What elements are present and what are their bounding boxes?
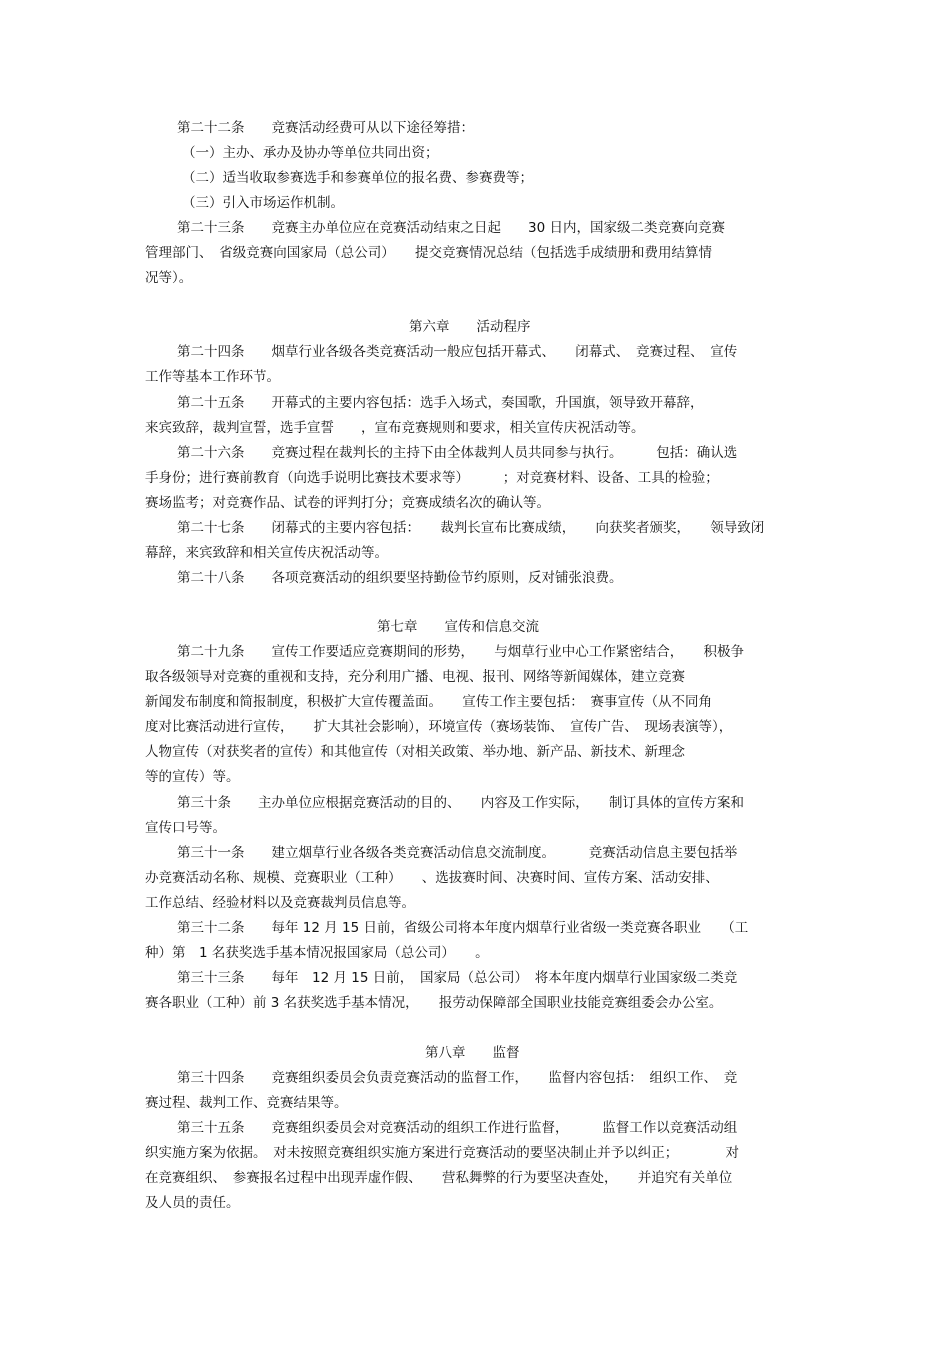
text-line: 第二十八条 各项竞赛活动的组织要坚持勤俭节约原则，反对铺张浪费。 [177,570,623,586]
text-line: 手身份；进行赛前教育（向选手说明比赛技术要求等） ；对竞赛材料、设备、工具的检验； [145,470,719,486]
text-line: 第二十七条 闭幕式的主要内容包括： 裁判长宣布比赛成绩， 向获奖者颁奖， 领导致闭 [177,520,765,536]
text-line: 第三十二条 每年 12 月 15 日前，省级公司将本年度内烟草行业省级一类竞赛各职业 （工 [177,920,749,936]
text-line: 等的宣传）等。 [145,769,240,785]
text-line: 管理部门、 省级竞赛向国家局（总公司） 提交竞赛情况总结（包括选手成绩册和费用结算情 [145,245,712,261]
text-line: 及人员的责任。 [145,1195,240,1211]
text-line: 第三十一条 建立烟草行业各级各类竞赛活动信息交流制度。 竞赛活动信息主要包括举 [177,845,738,861]
text-line: 宣传口号等。 [145,820,226,836]
text-line: 度对比赛活动进行宣传， 扩大其社会影响），环境宣传（赛场装饰、 宣传广告、 现场表演等）， [145,719,733,735]
text-line: 办竞赛活动名称、规模、竞赛职业（工种） 、选拔赛时间、决赛时间、宣传方案、活动安排、 [145,870,719,886]
text-line: 工作等基本工作环节。 [145,369,280,385]
text-line: 况等）。 [145,270,193,286]
text-line: 来宾致辞，裁判宣誓，选手宣誓 ，宣布竞赛规则和要求，相关宣传庆祝活动等。 [145,420,645,436]
text-line: 工作总结、经验材料以及竞赛裁判员信息等。 [145,895,415,911]
text-line: 赛场监考；对竞赛作品、试卷的评判打分；竞赛成绩名次的确认等。 [145,495,550,511]
text-line: 在竞赛组织、 参赛报名过程中出现弄虚作假、 营私舞弊的行为要坚决查处， 并追究有关单位 [145,1170,733,1186]
chapter-heading: 第六章 活动程序 [409,319,531,335]
text-line: 新闻发布制度和简报制度，积极扩大宣传覆盖面。 宣传工作主要包括： 赛事宣传（从不同角 [145,694,712,710]
text-line: 第三十条 主办单位应根据竞赛活动的目的、 内容及工作实际， 制订具体的宣传方案和 [177,795,744,811]
text-line: 幕辞，来宾致辞和相关宣传庆祝活动等。 [145,545,388,561]
text-line: （二）适当收取参赛选手和参赛单位的报名费、参赛费等； [182,170,533,186]
chapter-heading: 第八章 监督 [425,1045,520,1061]
text-line: 人物宣传（对获奖者的宣传）和其他宣传（对相关政策、举办地、新产品、新技术、新理念 [145,744,685,760]
text-line: （三）引入市场运作机制。 [182,195,344,211]
text-line: 赛过程、裁判工作、竞赛结果等。 [145,1095,348,1111]
text-line: 第二十二条 竞赛活动经费可从以下途径筹措： [177,120,474,136]
text-line: 赛各职业（工种）前 3 名获奖选手基本情况， 报劳动保障部全国职业技能竞赛组委会办公室。 [145,995,723,1011]
text-line: 取各级领导对竞赛的重视和支持，充分利用广播、电视、报刊、网络等新闻媒体，建立竞赛 [145,669,685,685]
text-line: 第三十五条 竞赛组织委员会对竞赛活动的组织工作进行监督， 监督工作以竞赛活动组 [177,1120,738,1136]
text-line: 第二十五条 开幕式的主要内容包括：选手入场式，奏国歌，升国旗，领导致开幕辞， [177,395,704,411]
text-line: 织实施方案为依据。 对未按照竞赛组织实施方案进行竞赛活动的要坚决制止并予以纠正； 对 [145,1145,739,1161]
text-line: 第三十三条 每年 12 月 15 日前， 国家局（总公司） 将本年度内烟草行业国家级二类竞 [177,970,738,986]
text-line: （一）主办、承办及协办等单位共同出资； [182,145,439,161]
text-line: 种）第 1 名获奖选手基本情况报国家局（总公司） 。 [145,945,489,961]
text-line: 第二十三条 竞赛主办单位应在竞赛活动结束之日起 30 日内，国家级二类竞赛向竞赛 [177,220,725,236]
text-line: 第三十四条 竞赛组织委员会负责竞赛活动的监督工作， 监督内容包括： 组织工作、 竞 [177,1070,738,1086]
text-line: 第二十六条 竞赛过程在裁判长的主持下由全体裁判人员共同参与执行。 包括：确认选 [177,445,738,461]
text-line: 第二十九条 宣传工作要适应竞赛期间的形势， 与烟草行业中心工作紧密结合， 积极争 [177,644,744,660]
text-line: 第二十四条 烟草行业各级各类竞赛活动一般应包括开幕式、 闭幕式、 竞赛过程、 宣传 [177,344,738,360]
chapter-heading: 第七章 宣传和信息交流 [377,619,539,635]
